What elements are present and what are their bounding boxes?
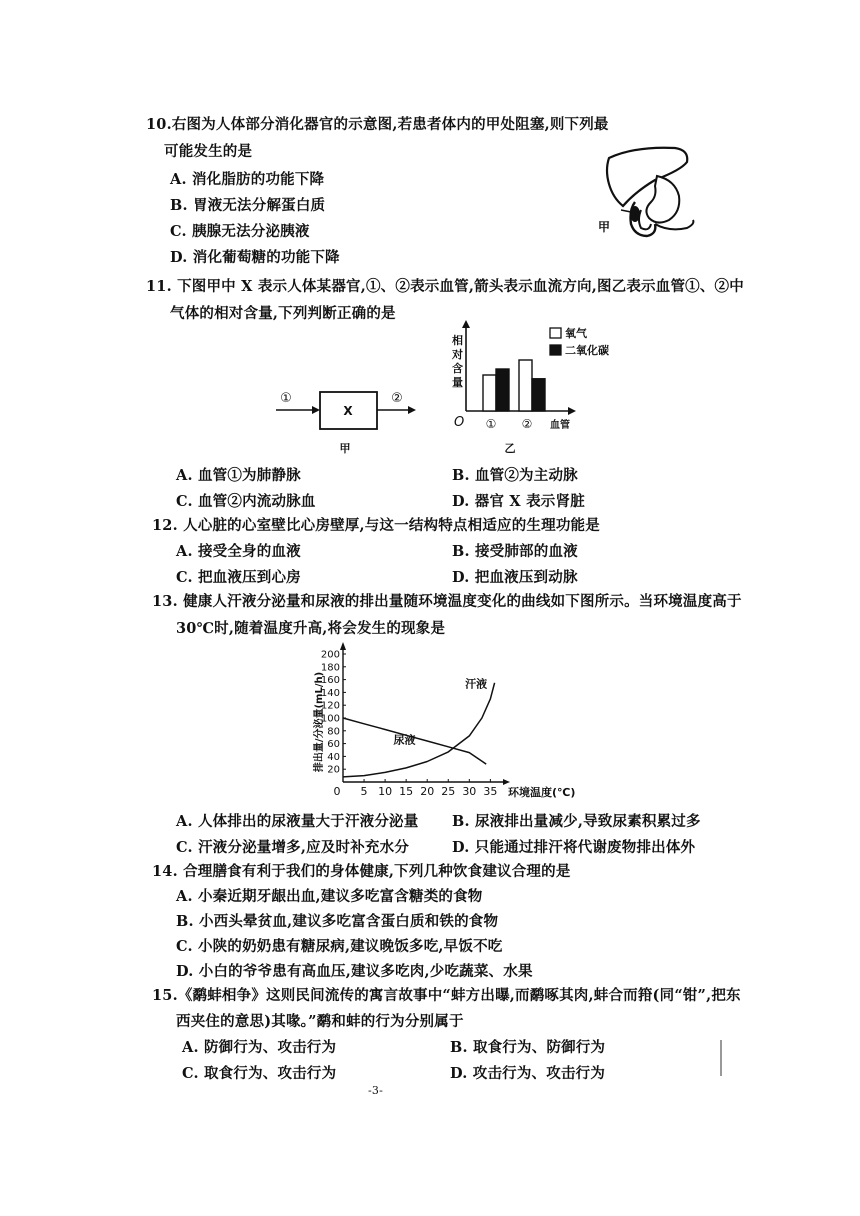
q14-option-a: A. 小秦近期牙龈出血,建议多吃富含糖类的食物 bbox=[176, 888, 483, 905]
organ-x-label: X bbox=[343, 404, 353, 418]
q15-stem-line1: 15.《鹬蚌相争》这则民间流传的寓言故事中“蚌方出曝,而鹬啄其肉,蚌合而箝(同“钳”,把东 bbox=[152, 987, 741, 1004]
q13-stem-line1: 13. 健康人汗液分泌量和尿液的排出量随环境温度变化的曲线如下图所示。当环境温度高于 bbox=[152, 593, 742, 610]
q11-option-a: A. 血管①为肺静脉 bbox=[176, 467, 301, 484]
bar-category-label-2: ② bbox=[521, 417, 533, 431]
y-tick-label-180: 180 bbox=[320, 662, 340, 674]
q10-option-d: D. 消化葡萄糖的功能下降 bbox=[170, 249, 340, 266]
x-tick-label-20: 20 bbox=[420, 785, 435, 798]
y-tick-label-200: 200 bbox=[320, 649, 340, 661]
x-tick-label-15: 15 bbox=[399, 785, 414, 798]
q10-option-a: A. 消化脂肪的功能下降 bbox=[170, 171, 325, 188]
q12-option-d: D. 把血液压到动脉 bbox=[452, 569, 578, 586]
page-number: -3- bbox=[368, 1084, 384, 1097]
y-tick-label-120: 120 bbox=[320, 700, 340, 712]
digestive-organs-figure bbox=[595, 140, 705, 250]
bar-origin-label: O bbox=[454, 415, 465, 430]
q13-option-b: B. 尿液排出量减少,导致尿素积累过多 bbox=[452, 813, 701, 830]
bar-xlabel: 血管 bbox=[550, 420, 570, 431]
q13-option-d: D. 只能通过排汗将代谢废物排出体外 bbox=[452, 839, 696, 856]
legend-label-2: 二氧化碳 bbox=[565, 344, 609, 357]
urine-series-label: 尿液 bbox=[393, 733, 416, 747]
q12-stem: 12. 人心脏的心室壁比心房壁厚,与这一结构特点相适应的生理功能是 bbox=[152, 517, 600, 534]
gas-content-bar-chart bbox=[440, 320, 620, 460]
scan-edge-mark bbox=[720, 1040, 722, 1076]
q11-option-b: B. 血管②为主动脉 bbox=[452, 467, 578, 484]
q15-option-d: D. 攻击行为、攻击行为 bbox=[450, 1065, 606, 1082]
q14-option-d: D. 小白的爷爷患有高血压,建议多吃肉,少吃蔬菜、水果 bbox=[176, 963, 533, 980]
q15-stem-line2: 西夹住的意思)其喙。”鹬和蚌的行为分别属于 bbox=[176, 1013, 464, 1030]
line-origin-label: 0 bbox=[333, 785, 341, 798]
vessel-out-label: ② bbox=[391, 391, 403, 406]
q11-option-d: D. 器官 X 表示肾脏 bbox=[452, 493, 585, 510]
q10-stem-line2: 可能发生的是 bbox=[164, 143, 253, 160]
q11-stem-line2: 气体的相对含量,下列判断正确的是 bbox=[170, 305, 396, 322]
y-tick-label-140: 140 bbox=[320, 687, 340, 699]
q14-stem: 14. 合理膳食有利于我们的身体健康,下列几种饮食建议合理的是 bbox=[152, 863, 571, 880]
x-tick-label-5: 5 bbox=[360, 785, 368, 798]
y-tick-label-40: 40 bbox=[327, 751, 340, 763]
y-tick-label-100: 100 bbox=[320, 713, 340, 725]
sweat-curve bbox=[343, 683, 495, 777]
q11-stem-line1: 11. 下图甲中 X 表示人体某器官,①、②表示血管,箭头表示血流方向,图乙表示血管①、②中 bbox=[146, 278, 744, 295]
q13-stem-line2: 30℃时,随着温度升高,将会发生的现象是 bbox=[176, 620, 446, 637]
bar-ylabel-4: 量 bbox=[452, 376, 463, 389]
organ-flow-diagram bbox=[270, 380, 420, 460]
bar-ylabel-1: 相 bbox=[452, 334, 463, 347]
temperature-line-chart bbox=[300, 640, 600, 805]
q15-option-c: C. 取食行为、攻击行为 bbox=[182, 1065, 337, 1082]
line-ylabel: 排出量/分泌量(mL/h) bbox=[314, 671, 325, 773]
bar-category-label-1: ① bbox=[485, 417, 497, 431]
q15-option-a: A. 防御行为、攻击行为 bbox=[182, 1039, 337, 1056]
q14-option-c: C. 小陕的奶奶患有糖尿病,建议晚饭多吃,早饭不吃 bbox=[176, 938, 503, 955]
q12-option-c: C. 把血液压到心房 bbox=[176, 569, 301, 586]
x-tick-label-10: 10 bbox=[378, 785, 393, 798]
bar-ylabel-2: 对 bbox=[452, 348, 463, 361]
q12-option-a: A. 接受全身的血液 bbox=[176, 543, 301, 560]
legend-label-1: 氧气 bbox=[565, 327, 587, 340]
diagram-caption: 甲 bbox=[339, 442, 351, 455]
legend-swatch-2 bbox=[550, 345, 561, 355]
vessel-in-label: ① bbox=[280, 391, 292, 406]
q10-option-b: B. 胃液无法分解蛋白质 bbox=[170, 197, 326, 214]
q11-option-c: C. 血管②内流动脉血 bbox=[176, 493, 316, 510]
x-tick-label-25: 25 bbox=[441, 785, 456, 798]
y-tick-label-60: 60 bbox=[327, 739, 340, 751]
q10-option-c: C. 胰腺无法分泌胰液 bbox=[170, 223, 310, 240]
y-tick-label-20: 20 bbox=[327, 764, 340, 776]
bar-oxygen-2 bbox=[519, 360, 532, 411]
x-tick-label-30: 30 bbox=[462, 785, 477, 798]
q10-figure-label: 甲 bbox=[598, 220, 611, 234]
q13-option-c: C. 汗液分泌量增多,应及时补充水分 bbox=[176, 839, 410, 856]
q13-option-a: A. 人体排出的尿液量大于汗液分泌量 bbox=[176, 813, 419, 830]
line-xlabel: 环境温度(℃) bbox=[508, 786, 576, 799]
bar-oxygen-1 bbox=[483, 375, 496, 411]
q15-option-b: B. 取食行为、防御行为 bbox=[450, 1039, 606, 1056]
sweat-series-label: 汗液 bbox=[465, 677, 488, 691]
bar-co2-2 bbox=[532, 379, 545, 411]
legend-swatch-1 bbox=[550, 328, 561, 338]
y-tick-label-80: 80 bbox=[327, 726, 340, 738]
x-tick-label-35: 35 bbox=[483, 785, 498, 798]
bar-caption: 乙 bbox=[504, 442, 516, 455]
bar-ylabel-3: 含 bbox=[452, 362, 463, 375]
q10-stem-line1: 10.右图为人体部分消化器官的示意图,若患者体内的甲处阻塞,则下列最 bbox=[146, 116, 609, 133]
q14-option-b: B. 小西头晕贫血,建议多吃富含蛋白质和铁的食物 bbox=[176, 913, 499, 930]
y-tick-label-160: 160 bbox=[320, 675, 340, 687]
q12-option-b: B. 接受肺部的血液 bbox=[452, 543, 578, 560]
bar-co2-1 bbox=[496, 369, 509, 411]
